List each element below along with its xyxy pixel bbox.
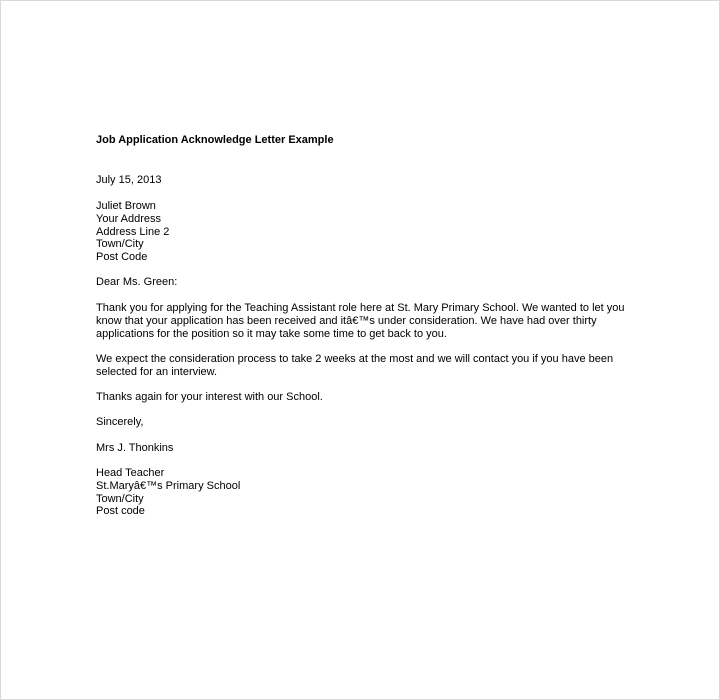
paragraph-2 [96,353,613,379]
recipient-line: Your Address [96,212,162,225]
sender-line: Head Teacher [96,467,165,479]
paragraph-line: We expect the consideration process to take 2 weeks at the most and we will contact you if you have been [96,353,614,365]
recipient-line: Address Line 2 [96,225,170,238]
paragraph-line: Thank you for applying for the Teaching Assistant role here at St. Mary Primary School. We wanted to let you [96,302,625,314]
salutation: Dear Ms. Green: [96,276,178,288]
paragraph-line: selected for an interview. [96,365,218,378]
paragraph-1 [96,302,624,340]
recipient-line: Town/City [96,238,144,251]
letter-date: July 15, 2013 [96,174,162,186]
recipient-address [96,200,169,264]
closing: Sincerely, [96,416,144,428]
paragraph-line: know that your application has been received and itâ€™s under consideration. We have had over thirty [96,314,597,327]
sender-line: Post code [96,505,145,518]
paragraph-3: Thanks again for your interest with our School. [96,391,323,403]
document-title: Job Application Acknowledge Letter Example [96,134,334,146]
sender-address [96,467,240,518]
recipient-line: Post Code [96,251,148,264]
paragraph-line: applications for the position so it may take some time to get back to you. [96,327,447,340]
sender-line: St.Maryâ€™s Primary School [96,479,241,492]
signature-name: Mrs J. Thonkins [96,442,174,454]
recipient-line: Juliet Brown [96,200,156,212]
sender-line: Town/City [96,492,144,505]
